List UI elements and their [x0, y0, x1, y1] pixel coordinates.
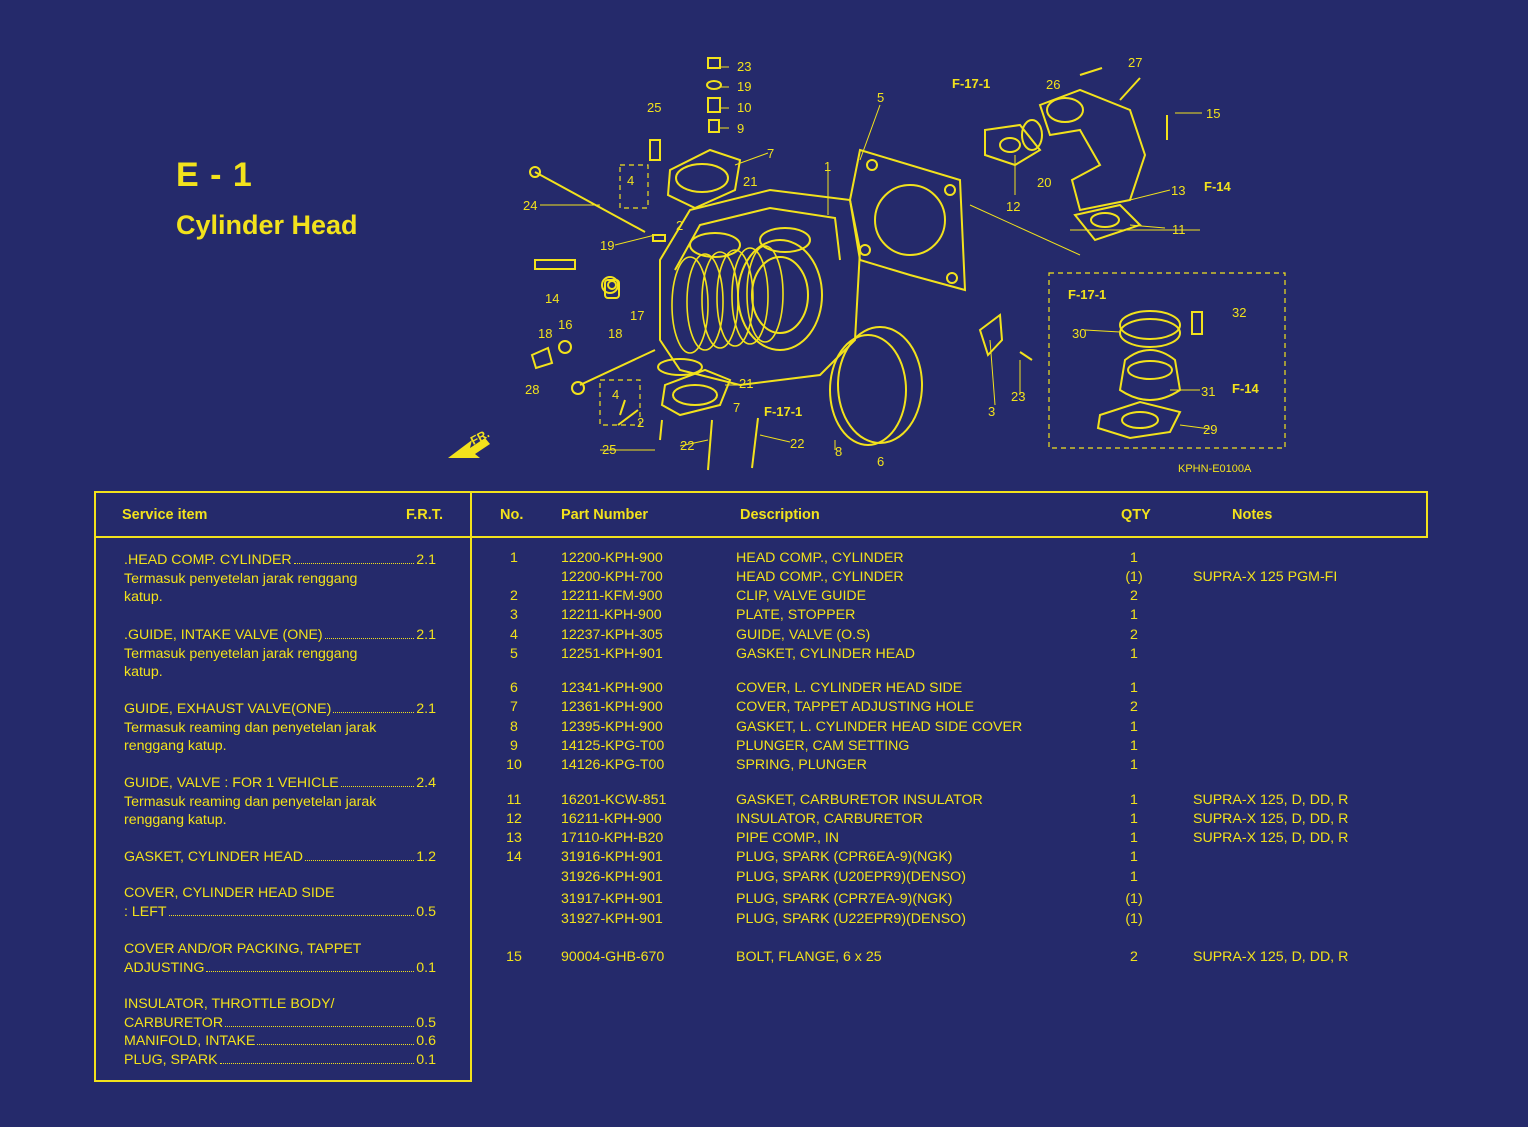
part-qty: (1) [1125, 891, 1143, 907]
part-no: 4 [510, 627, 518, 643]
part-description: HEAD COMP., CYLINDER [736, 569, 904, 585]
service-item-header: Service item [122, 507, 208, 523]
part-no: 3 [510, 607, 518, 623]
part-description: SPRING, PLUNGER [736, 757, 867, 773]
service-item [124, 995, 436, 1032]
service-bottom-rule [95, 1080, 471, 1082]
callout-f-17-1: F-17-1 [764, 404, 803, 419]
part-qty: 1 [1130, 607, 1138, 623]
part-number: 12211-KFM-900 [561, 588, 663, 604]
part-description: PLUG, SPARK (CPR7EA-9)(NGK) [736, 891, 953, 907]
part-qty: 1 [1130, 646, 1138, 662]
service-item-note: Termasuk reaming dan penyetelan jarak renggang katup. [124, 793, 377, 829]
leader-dots [257, 1044, 414, 1045]
page-code: E - 1 [176, 156, 253, 194]
callout-4: 4 [627, 173, 635, 188]
part-number: 12211-KPH-900 [561, 607, 662, 623]
frt-header: F.R.T. [406, 507, 444, 523]
part-no: 8 [510, 719, 518, 735]
part-note: SUPRA-X 125, D, DD, R [1193, 792, 1349, 808]
callout-7: 7 [733, 400, 741, 415]
service-item-frt: 2.1 [416, 701, 436, 717]
part-description: PLUNGER, CAM SETTING [736, 738, 910, 754]
callout-22: 22 [680, 438, 695, 453]
part-number: 16201-KCW-851 [561, 792, 667, 808]
service-item-name: COVER AND/OR PACKING, TAPPET [124, 941, 362, 957]
part-description: GASKET, CARBURETOR INSULATOR [736, 792, 983, 808]
service-item-frt: 0.1 [416, 959, 436, 976]
part-number: 12200-KPH-900 [561, 550, 663, 566]
leader-dots [341, 786, 415, 787]
part-note: SUPRA-X 125, D, DD, R [1193, 830, 1349, 846]
callout-5: 5 [877, 90, 885, 105]
page-title: Cylinder Head [176, 210, 358, 240]
callout-30: 30 [1072, 326, 1087, 341]
service-item [124, 626, 436, 682]
part-description: PLUG, SPARK (CPR6EA-9)(NGK) [736, 849, 953, 865]
service-item-name: .HEAD COMP. CYLINDER [124, 552, 292, 568]
part-number: 90004-GHB-670 [561, 949, 665, 965]
callout-32: 32 [1232, 305, 1247, 320]
callout-21: 21 [743, 174, 758, 189]
callout-21: 21 [739, 376, 754, 391]
service-item-name: CARBURETOR [124, 1014, 224, 1031]
leader-dots [333, 712, 414, 713]
part-no: 14 [506, 849, 522, 865]
part-qty: 1 [1130, 792, 1138, 808]
part-number: 31926-KPH-901 [561, 869, 663, 885]
callout-1: 1 [824, 159, 832, 174]
part-note: SUPRA-X 125, D, DD, R [1193, 811, 1349, 827]
part-number: 12200-KPH-700 [561, 569, 663, 585]
callout-2: 2 [637, 415, 645, 430]
part-description: HEAD COMP., CYLINDER [736, 550, 904, 566]
callout-7: 7 [767, 146, 775, 161]
part-no: 11 [506, 792, 522, 808]
callout-28: 28 [525, 382, 540, 397]
part-number: 16211-KPH-900 [561, 811, 662, 827]
part-description: COVER, L. CYLINDER HEAD SIDE [736, 680, 963, 696]
part-number: 31917-KPH-901 [561, 891, 663, 907]
part-qty: 2 [1130, 699, 1138, 715]
part-description: BOLT, FLANGE, 6 x 25 [736, 949, 882, 965]
service-item [124, 884, 436, 921]
callout-23: 23 [1011, 389, 1026, 404]
part-number: 12251-KPH-901 [561, 646, 663, 662]
service-item [124, 700, 436, 756]
service-item-name: GUIDE, VALVE : FOR 1 VEHICLE [124, 775, 339, 791]
callout-8: 8 [835, 444, 843, 459]
callout-2: 2 [676, 218, 684, 233]
part-no: 6 [510, 680, 518, 696]
right-border [1426, 491, 1428, 538]
front-label: FR. [468, 426, 492, 448]
part-qty: 2 [1130, 949, 1138, 965]
service-item-frt: 1.2 [416, 849, 436, 865]
callout-4: 4 [612, 387, 620, 402]
callout-18: 18 [608, 326, 623, 341]
part-description: PLUG, SPARK (U22EPR9)(DENSO) [736, 911, 966, 927]
service-item-name: PLUG, SPARK [124, 1052, 218, 1068]
callout-16: 16 [558, 317, 573, 332]
part-qty: 1 [1130, 738, 1138, 754]
part-no: 15 [506, 949, 522, 965]
callout-14: 14 [545, 291, 560, 306]
service-item [124, 848, 436, 867]
callout-13: 13 [1171, 183, 1186, 198]
callout-6: 6 [877, 454, 885, 469]
part-qty: 1 [1130, 719, 1138, 735]
callout-f-14: F-14 [1204, 179, 1231, 194]
leader-dots [305, 860, 414, 861]
part-number: 31916-KPH-901 [561, 849, 663, 865]
table-header-rule [95, 536, 1427, 538]
service-item-name: COVER, CYLINDER HEAD SIDE [124, 885, 335, 901]
leader-dots [294, 563, 415, 564]
part-no: 5 [510, 646, 518, 662]
callout-31: 31 [1201, 384, 1216, 399]
diagram-drawing [530, 58, 1285, 470]
service-item [124, 1032, 436, 1051]
service-item-name: : LEFT [124, 903, 167, 920]
part-qty: 1 [1130, 550, 1138, 566]
callout-20: 20 [1037, 175, 1052, 190]
part-number-header: Part Number [561, 507, 649, 523]
service-item-name: INSULATOR, THROTTLE BODY/ [124, 996, 335, 1012]
part-description: GASKET, L. CYLINDER HEAD SIDE COVER [736, 719, 1023, 735]
part-no: 13 [506, 830, 522, 846]
callout-19: 19 [737, 79, 752, 94]
callout-f-17-1: F-17-1 [952, 76, 991, 91]
leader-dots [206, 971, 414, 972]
callout-29: 29 [1203, 422, 1218, 437]
callout-12: 12 [1006, 199, 1021, 214]
part-description: CLIP, VALVE GUIDE [736, 588, 867, 604]
service-item-name: ADJUSTING [124, 959, 205, 976]
part-description: COVER, TAPPET ADJUSTING HOLE [736, 699, 975, 715]
service-item [124, 1051, 436, 1070]
service-item-name: MANIFOLD, INTAKE [124, 1033, 256, 1049]
part-qty: 1 [1130, 680, 1138, 696]
callout-18: 18 [538, 326, 553, 341]
service-item [124, 774, 436, 830]
part-note: SUPRA-X 125 PGM-FI [1193, 569, 1338, 585]
part-number: 12341-KPH-900 [561, 680, 663, 696]
leader-dots [225, 1026, 414, 1027]
part-description: PIPE COMP., IN [736, 830, 840, 846]
no-header: No. [500, 507, 524, 523]
service-item [124, 551, 436, 607]
table-top-rule [95, 491, 1427, 493]
callout-3: 3 [988, 404, 996, 419]
part-description: GASKET, CYLINDER HEAD [736, 646, 915, 662]
part-description: PLUG, SPARK (U20EPR9)(DENSO) [736, 869, 966, 885]
service-item-note: Termasuk penyetelan jarak renggang katup. [124, 570, 358, 606]
part-number: 12237-KPH-305 [561, 627, 663, 643]
callout-f-14: F-14 [1232, 381, 1259, 396]
service-item-frt: 2.1 [416, 552, 436, 568]
part-qty: 1 [1130, 869, 1138, 885]
exploded-parts-diagram [440, 40, 1320, 485]
left-border [94, 491, 96, 1082]
service-item-note: Termasuk penyetelan jarak renggang katup. [124, 645, 358, 681]
part-qty: 1 [1130, 849, 1138, 865]
service-item-frt: 0.6 [416, 1033, 436, 1049]
description-header: Description [740, 507, 820, 523]
callout-25: 25 [647, 100, 662, 115]
part-description: GUIDE, VALVE (O.S) [736, 627, 871, 643]
callout-17: 17 [630, 308, 645, 323]
callout-27: 27 [1128, 55, 1143, 70]
leader-dots [169, 915, 415, 916]
service-item-frt: 0.5 [416, 903, 436, 920]
service-item-note: Termasuk reaming dan penyetelan jarak renggang katup. [124, 719, 377, 755]
part-no: 2 [510, 588, 518, 604]
service-item-frt: 2.1 [416, 627, 436, 643]
callout-24: 24 [523, 198, 538, 213]
part-description: PLATE, STOPPER [736, 607, 856, 623]
part-no: 9 [510, 738, 518, 754]
part-number: 12395-KPH-900 [561, 719, 663, 735]
part-qty: (1) [1125, 569, 1143, 585]
part-qty: 1 [1130, 830, 1138, 846]
part-qty: 2 [1130, 588, 1138, 604]
part-qty: 1 [1130, 757, 1138, 773]
part-note: SUPRA-X 125, D, DD, R [1193, 949, 1349, 965]
qty-header: QTY [1121, 507, 1151, 523]
callout-19: 19 [600, 238, 615, 253]
callout-11: 11 [1172, 222, 1186, 237]
callout-25: 25 [602, 442, 617, 457]
part-number: 14126-KPG-T00 [561, 757, 665, 773]
part-qty: (1) [1125, 911, 1143, 927]
callout-f-17-1: F-17-1 [1068, 287, 1107, 302]
service-item-frt: 0.1 [416, 1052, 436, 1068]
service-item-name: GUIDE, EXHAUST VALVE(ONE) [124, 701, 332, 717]
callout-23: 23 [737, 59, 752, 74]
callout-labels [523, 55, 1260, 469]
service-item-name: GASKET, CYLINDER HEAD [124, 849, 303, 865]
callout-9: 9 [737, 121, 745, 136]
part-no: 10 [506, 757, 522, 773]
part-qty: 1 [1130, 811, 1138, 827]
service-item-name: .GUIDE, INTAKE VALVE (ONE) [124, 627, 323, 643]
diagram-ref-code: KPHN-E0100A [1178, 463, 1252, 475]
part-number: 12361-KPH-900 [561, 699, 663, 715]
service-item-frt: 2.4 [416, 775, 436, 791]
leader-dots [220, 1063, 415, 1064]
notes-header: Notes [1232, 507, 1273, 523]
part-description: INSULATOR, CARBURETOR [736, 811, 923, 827]
callout-15: 15 [1206, 106, 1221, 121]
leader-dots [325, 638, 415, 639]
callout-22: 22 [790, 436, 805, 451]
part-no: 1 [510, 550, 518, 566]
service-item [124, 940, 436, 977]
part-qty: 2 [1130, 627, 1138, 643]
callout-10: 10 [737, 100, 752, 115]
part-no: 7 [510, 699, 518, 715]
part-number: 31927-KPH-901 [561, 911, 663, 927]
column-divider [470, 491, 472, 1082]
service-item-frt: 0.5 [416, 1014, 436, 1031]
part-number: 14125-KPG-T00 [561, 738, 665, 754]
part-number: 17110-KPH-B20 [561, 830, 664, 846]
callout-26: 26 [1046, 77, 1061, 92]
part-no: 12 [506, 811, 522, 827]
